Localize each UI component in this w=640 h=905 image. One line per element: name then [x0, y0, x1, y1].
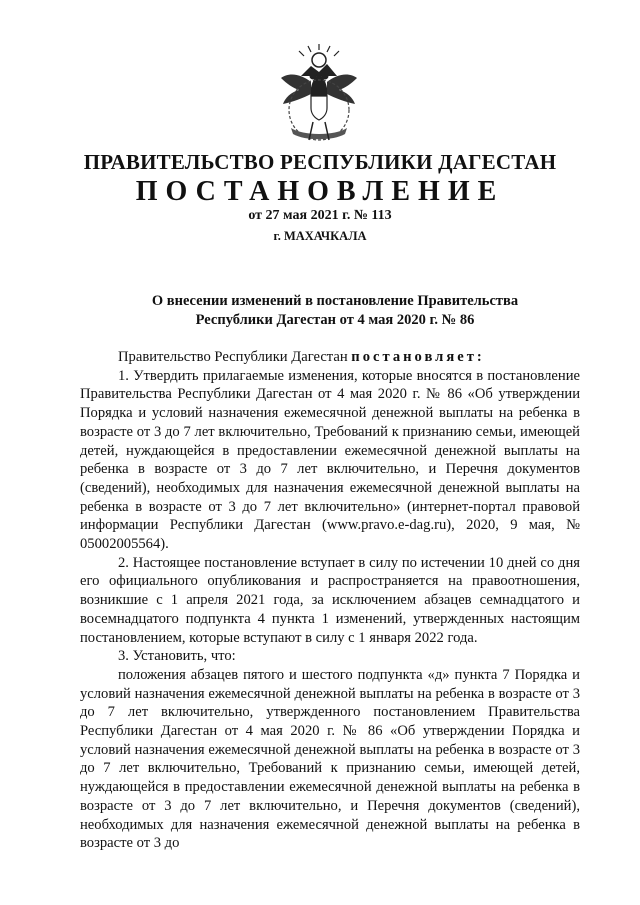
- organization-name: ПРАВИТЕЛЬСТВО РЕСПУБЛИКИ ДАГЕСТАН: [83, 150, 557, 174]
- document-type: ПОСТАНОВЛЕНИЕ: [135, 176, 505, 207]
- paragraph-4: положения абзацев пятого и шестого подпункта «д» пункта 7 Порядка и условий назначения ежемесячной денежной выплаты на ребенка в возрасте от 3 до 7 лет включительно, утвержденного постановлением Правительства Республики Дагестан от 4 мая 2020 г. № 86 «Об утверждении Порядка и условий назначения ежемесячной денежной выплаты на ребенка в возрасте от 3 до 7 лет включительно, Требований к признанию семьи, имеющей детей, нуждающейся в предоставлении ежемесячной денежной выплаты на ребенка в возрасте от 3 до 7 лет включительно, и Перечня документов (сведений), необходимых для назначения ежемесячной денежной выплаты на ребенка в возрасте от 3 до: [80, 666, 580, 852]
- paragraph-2: 2. Настоящее постановление вступает в силу по истечении 10 дней со дня его официального опубликования и распространяется на правоотношения, возникшие с 1 апреля 2021 года, за исключением абзацев семнадцатого и восемнадцатого подпункта 4 пункта 1 изменений, утвержденных настоящим постановлением, которые вступают в силу с 1 января 2022 года.: [80, 554, 580, 646]
- preamble: [80, 348, 580, 367]
- subject-line-1: О внесении изменений в постановление Правительства: [151, 293, 519, 309]
- paragraph-3: 3. Установить, что:: [118, 648, 236, 665]
- document-body: [80, 348, 580, 853]
- paragraph-1: 1. Утвердить прилагаемые изменения, которые вносятся в постановление Правительства Республики Дагестан от 4 мая 2020 г. № 86 «Об утверждении Порядка и условий назначения ежемесячной денежной выплаты на ребенка в возрасте от 3 до 7 лет включительно, Требований к признанию семьи, имеющей детей, нуждающейся в предоставлении ежемесячной денежной выплаты на ребенка в возрасте от 3 до 7 лет включительно, и Перечня документов (сведений), необходимых для назначения ежемесячной денежной выплаты на ребенка в возрасте от 3 до 7 лет включительно» (интернет-портал правовой информации Республики Дагестан (www.pravo.e-dag.ru), 2020, 9 мая, № 05002005564).: [80, 367, 580, 553]
- document-city: г. МАХАЧКАЛА: [273, 229, 367, 243]
- preamble-verb: постановляет:: [351, 349, 485, 365]
- document-date-number: от 27 мая 2021 г. № 113: [248, 208, 392, 223]
- document-subject: [90, 292, 580, 330]
- preamble-lead: Правительство Республики Дагестан: [118, 349, 352, 365]
- coat-of-arms-emblem: [273, 44, 365, 144]
- subject-line-2: Республики Дагестан от 4 мая 2020 г. № 86: [195, 312, 475, 328]
